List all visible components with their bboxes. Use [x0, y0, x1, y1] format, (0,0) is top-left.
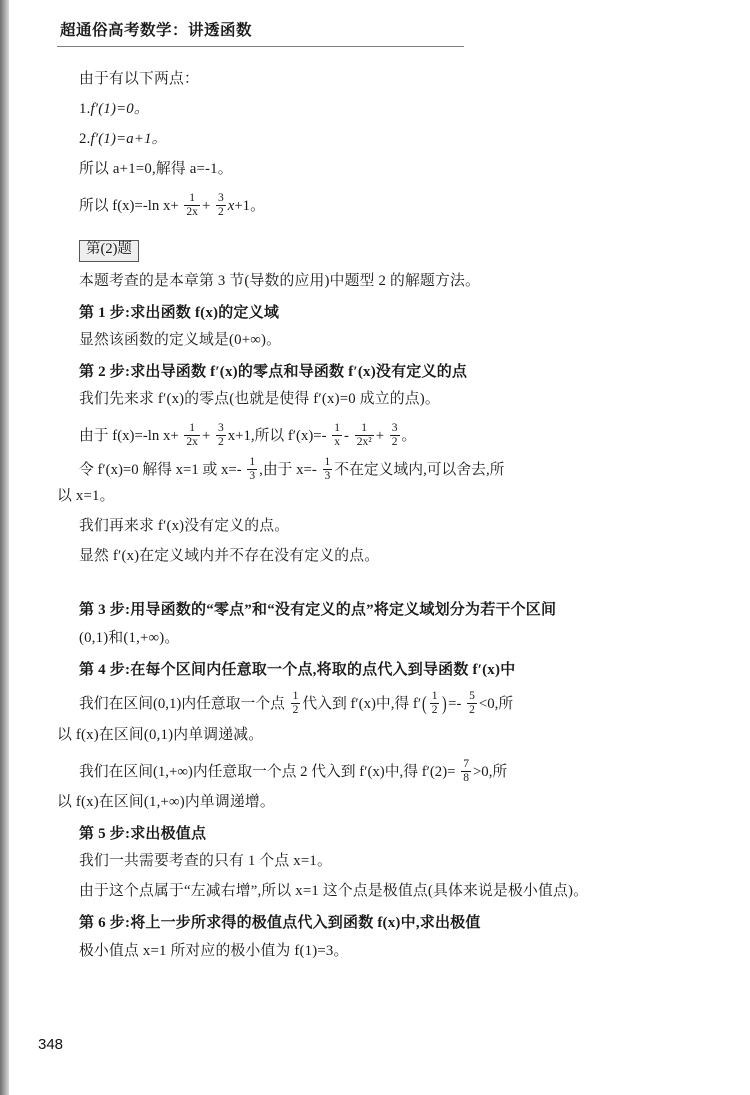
step-4-interval-2-prefix: 我们在区间(1,+∞)内任意取一个点 2 代入到 f′(x)中,得 f′(2)=: [79, 763, 456, 780]
fraction-numerator: 1: [431, 690, 438, 702]
step-3-title: 第 3 步:用导函数的“零点”和“没有定义的点”将定义域划分为若干个区间: [79, 602, 557, 619]
fraction-numerator: 5: [469, 690, 475, 702]
fraction-one-third: [323, 456, 333, 483]
step-2-text-2: 我们再来求 f′(x)没有定义的点。: [79, 518, 290, 535]
fraction-denominator: 2: [469, 703, 475, 716]
step-2-text-3: 显然 f′(x)在定义域内并不存在没有定义的点。: [79, 548, 380, 565]
fraction-one-over-2x: [184, 192, 200, 219]
step-2-text-1: 我们先来求 f′(x)的零点(也就是使得 f′(x)=0 成立的点)。: [79, 391, 440, 408]
fraction-seven-eighths: [461, 758, 471, 785]
fraction-numerator: 1: [324, 455, 331, 468]
fraction-one-over-2x-squared: [355, 422, 374, 449]
fraction-denominator: 2: [292, 703, 299, 716]
step-1-text: 显然该函数的定义域是(0+∞)。: [79, 331, 282, 348]
step-5-text-1: 我们一共需要考查的只有 1 个点 x=1。: [79, 853, 332, 870]
solve-a-line: 所以 a+1=0,解得 a=-1。: [79, 160, 233, 177]
fraction-three-halves: [390, 422, 400, 449]
fraction-numerator: 1: [361, 422, 368, 435]
point-1-math: f′(1)=0。: [90, 100, 149, 117]
fraction-denominator: 2x: [186, 436, 198, 449]
fraction-numerator: 1: [249, 455, 256, 468]
question-tag-box: 第(2)题: [79, 240, 139, 262]
page-number: 348: [38, 1036, 64, 1053]
step-1-title: 第 1 步:求出函数 f(x)的定义域: [79, 304, 280, 321]
fx-expression-prefix: 所以 f(x)=-ln x+: [79, 197, 179, 214]
fraction-denominator: 3: [249, 469, 256, 482]
spacer: [57, 575, 697, 591]
step-4-interval-2-suffix: >0,所: [472, 763, 508, 780]
fraction-denominator: 2x²: [356, 436, 372, 449]
fx-expression-line: 所以 f(x)=-ln x+ $\frac{1}{2x}$ + $\frac{3}{2}$ x+1。: [79, 192, 265, 218]
fraction-numerator: 1: [189, 422, 196, 435]
step-2-root-line: [79, 456, 697, 486]
fraction-one-over-x: [332, 422, 342, 449]
step-4-title: 第 4 步:在每个区间内任意取一个点,将取的点代入到导函数 f′(x)中: [79, 661, 516, 678]
step-4-interval-1-middle: 代入到 f′(x)中,得 f′: [302, 695, 422, 712]
fraction-numerator: 3: [217, 192, 224, 205]
fraction-three-halves: [216, 422, 226, 449]
fraction-numerator: 1: [292, 690, 299, 702]
step-6-title: 第 6 步:将上一步所求得的极值点代入到函数 f(x)中,求出极值: [79, 915, 481, 932]
intro-line: 由于有以下两点：: [79, 71, 199, 87]
step-4-interval-2-line: [79, 754, 697, 792]
step-2-derivative-middle: x+1,所以 f′(x)=-: [227, 428, 327, 445]
point-1: [79, 98, 697, 122]
fraction-three-halves: [216, 192, 226, 219]
fraction-numerator: 3: [391, 422, 398, 435]
fraction-one-over-2x: [184, 422, 200, 449]
step-4-interval-1-suffix: <0,所: [478, 695, 514, 712]
header-divider: [57, 46, 464, 47]
step-5-text-2: 由于这个点属于“左减右增”,所以 x=1 这个点是极值点(具体来说是极小值点)。: [79, 883, 589, 900]
point-2-number: 2.: [79, 130, 91, 147]
page-binding-edge: [0, 0, 9, 1095]
fraction-numerator: 1: [334, 422, 341, 435]
step-4-interval-2-cont: 以 f(x)在区间(1,+∞)内单调递增。: [57, 794, 275, 811]
fraction-five-halves: [467, 690, 477, 717]
step-6-text: 极小值点 x=1 所对应的极小值为 f(1)=3。: [79, 942, 349, 959]
step-2-root-suffix: 不在定义域内,可以舍去,所: [334, 461, 505, 478]
running-head: 超通俗高考数学：讲透函数: [60, 22, 253, 39]
page-content: [57, 68, 697, 970]
step-2-root-middle: ,由于 x=-: [259, 461, 317, 478]
step-3-text: (0,1)和(1,+∞)。: [79, 629, 180, 646]
fraction-one-half: [291, 690, 301, 717]
fraction-denominator: x: [334, 436, 341, 449]
fraction-denominator: 2x: [186, 205, 198, 218]
point-1-number: 1.: [79, 100, 91, 117]
fraction-denominator: 2: [217, 436, 224, 449]
fraction-numerator: 7: [463, 757, 469, 770]
fraction-one-half: [430, 690, 440, 717]
fraction-denominator: 2: [391, 436, 398, 449]
point-2-math: f′(1)=a+1。: [90, 130, 167, 147]
step-2-title: 第 2 步:求出导函数 f′(x)的零点和导函数 f′(x)没有定义的点: [79, 363, 468, 380]
step-5-title: 第 5 步:求出极值点: [79, 826, 207, 843]
fraction-denominator: 2: [217, 205, 224, 218]
point-2: [79, 128, 697, 152]
fraction-denominator: 8: [463, 771, 469, 784]
fraction-one-third: [247, 456, 257, 483]
method-note: 本题考查的是本章第 3 节(导数的应用)中题型 2 的解题方法。: [79, 272, 480, 289]
step-4-interval-1-cont: 以 f(x)在区间(0,1)内单调递减。: [57, 726, 264, 743]
step-2-derivative-line: 由于 f(x)=-ln x+ $\frac{1}{2x}$ + $\frac{3}{2}$ x+1,所以 f′(x)=- $\frac{1}{x}$ - $\frac{1}{\text{2x²}}$ + $\frac{3}{2}$ 。: [79, 422, 417, 449]
fraction-numerator: 1: [189, 192, 196, 205]
fraction-numerator: 3: [217, 422, 224, 435]
step-2-root-prefix: 令 f′(x)=0 解得 x=1 或 x=-: [79, 461, 242, 478]
fraction-denominator: 3: [324, 469, 331, 482]
step-2-root-line-cont: 以 x=1。: [57, 488, 115, 505]
step-4-interval-1-line: 我们在区间(0,1)内任意取一个点 $\frac{1}{2}$ 代入到 f′(x)中,得 f′( $\frac{1}{2}$ )=- $\frac{5}{2}$ <0,所: [79, 690, 514, 716]
fraction-denominator: 2: [431, 703, 438, 716]
step-2-derivative-prefix: 由于 f(x)=-ln x+: [79, 428, 179, 445]
step-4-interval-1-prefix: 我们在区间(0,1)内任意取一个点: [79, 695, 285, 712]
